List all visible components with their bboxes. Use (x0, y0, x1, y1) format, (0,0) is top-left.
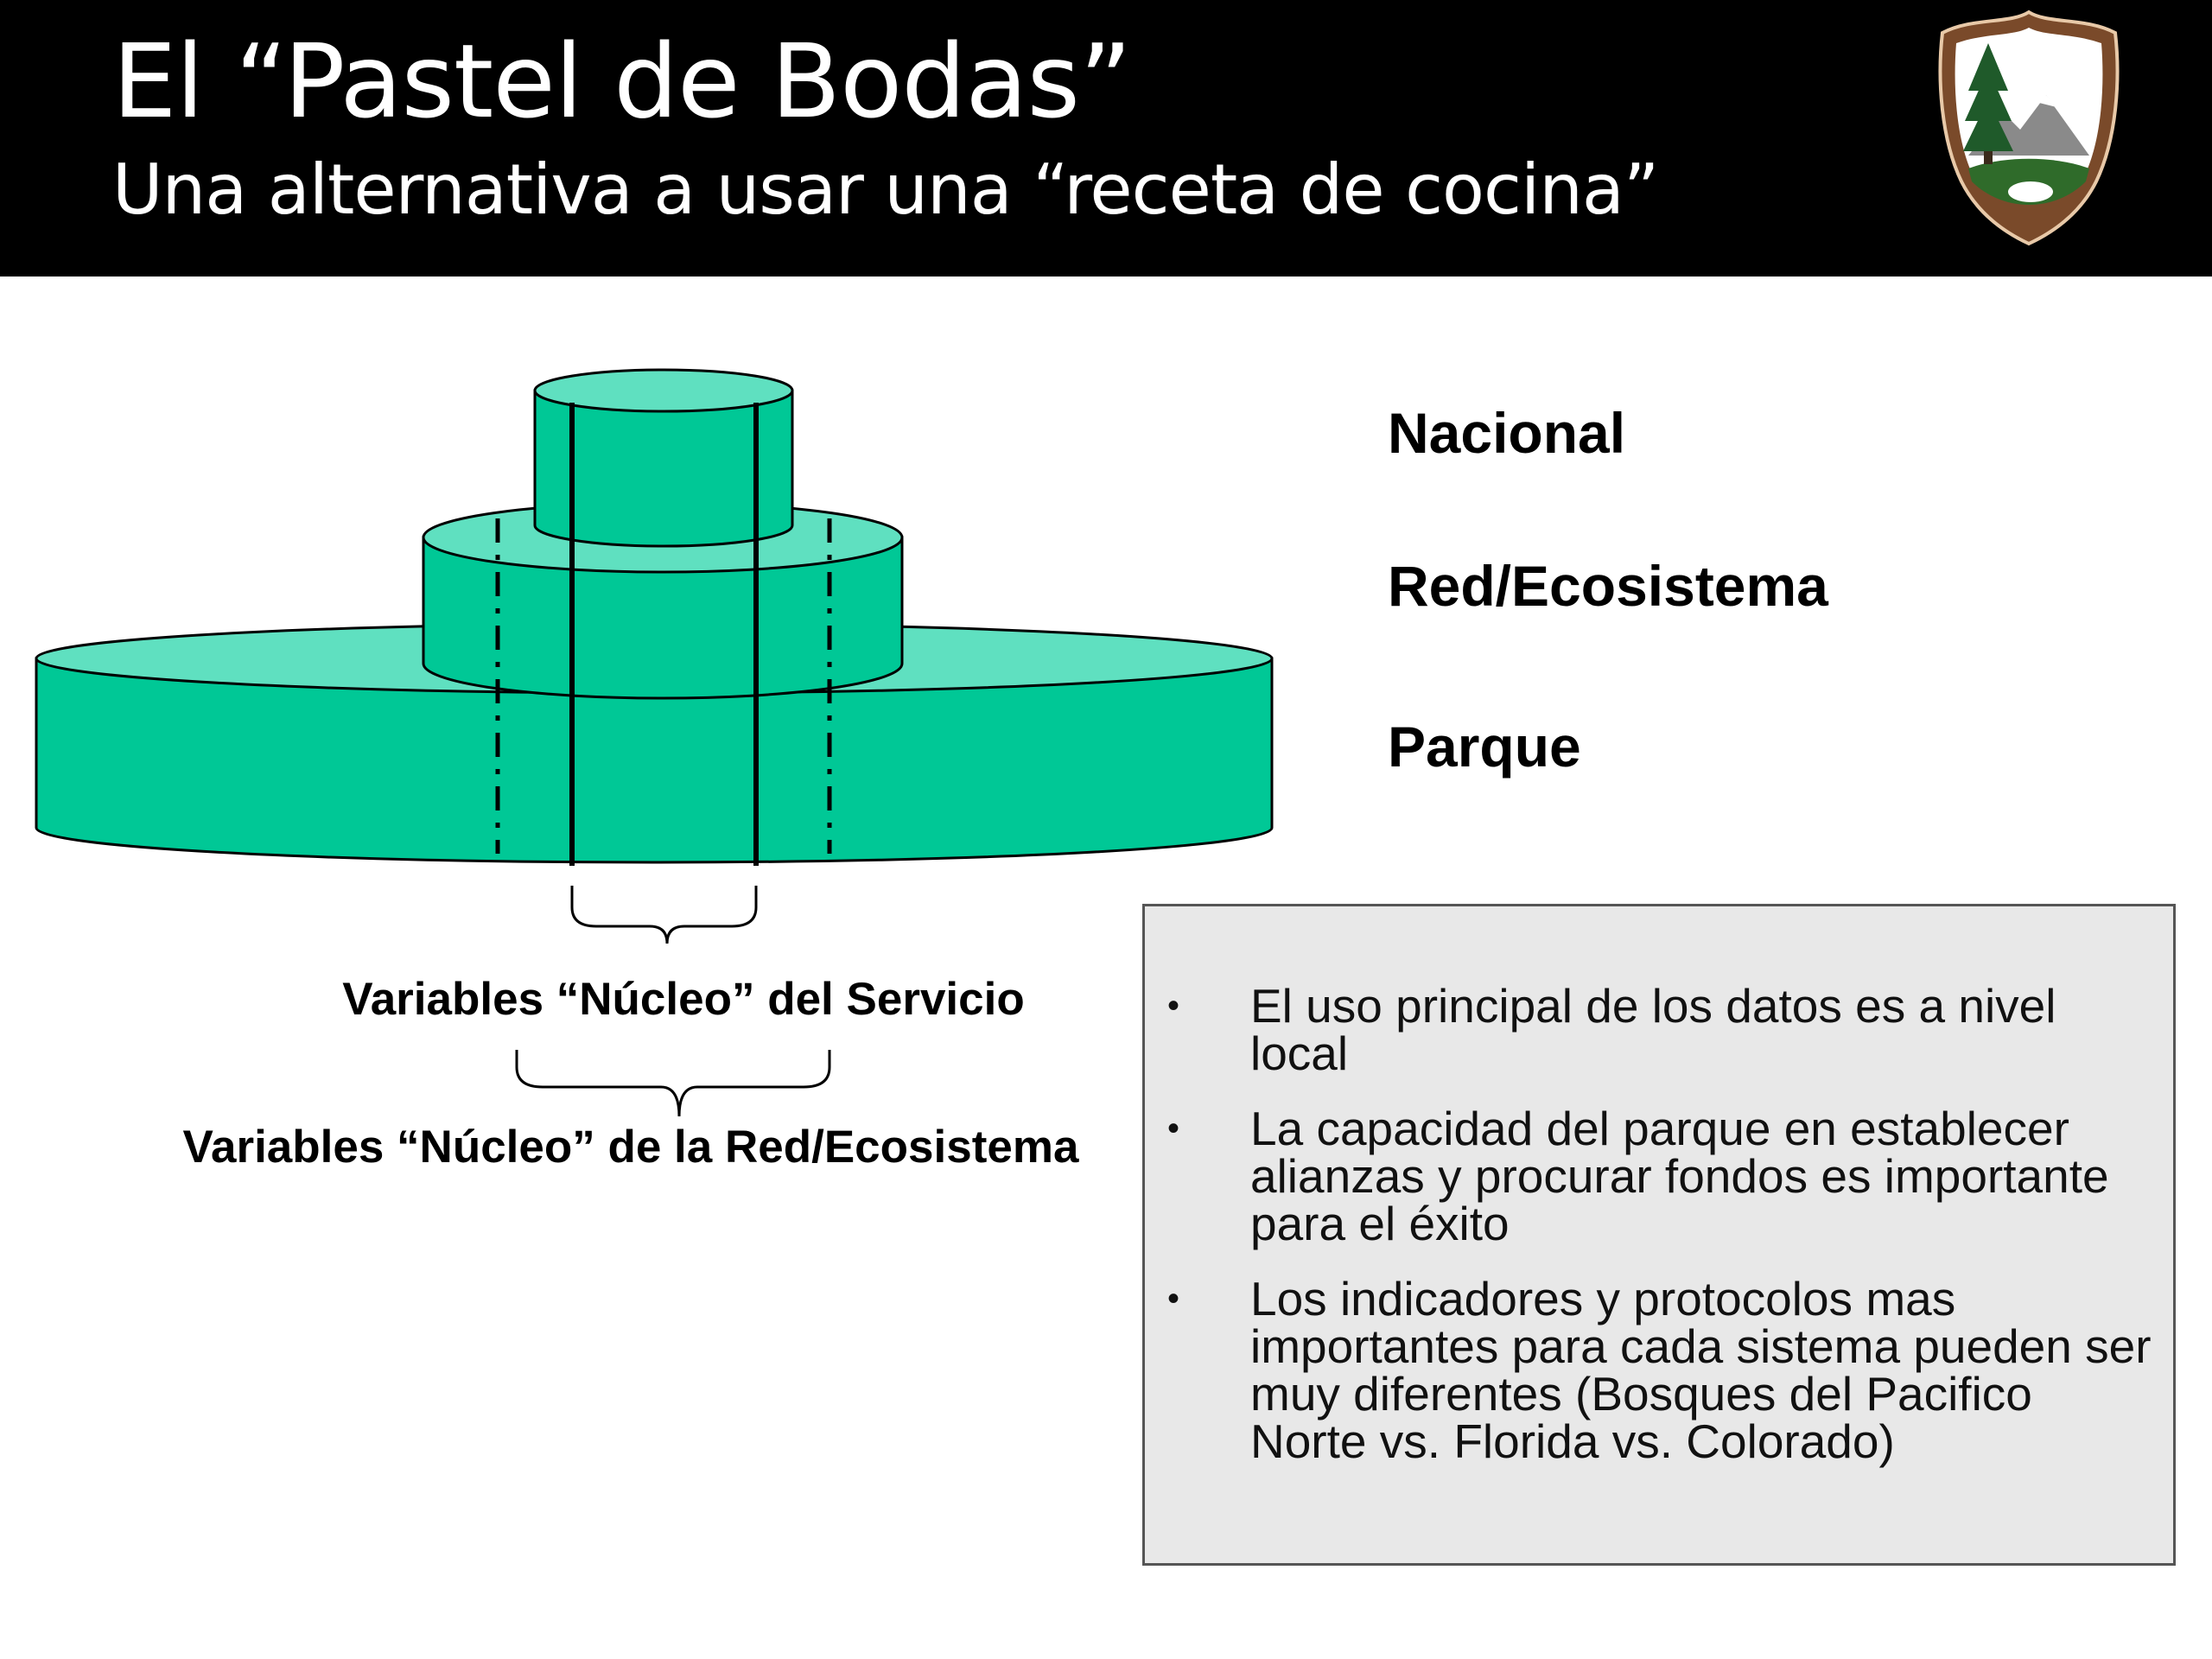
bullet-text: Los indicadores y protocolos mas importantes para cada sistema pueden ser muy diferentes (Bosques del Pacifico Norte vs. Florida vs. Colorado) (1250, 1272, 2152, 1468)
tier-label-parque: Parque (1388, 715, 1581, 779)
bullet-dot-icon: • (1167, 1109, 1180, 1147)
bullet-list (1145, 979, 2173, 1493)
service-core-brace (572, 886, 756, 944)
network-core-variables-label: Variables “Núcleo” de la Red/Ecosistema (182, 1122, 1079, 1173)
tier-label-nacional: Nacional (1388, 401, 1626, 465)
bullet-text: El uso principal de los datos es a nivel local (1250, 979, 2056, 1080)
slide-title: El “Pastel de Bodas” (112, 22, 1132, 141)
service-core-variables-label: Variables “Núcleo” del Servicio (342, 974, 1025, 1025)
bullet-item (1145, 1272, 2173, 1468)
tier-label-red-ecosistema: Red/Ecosistema (1388, 554, 1828, 618)
nps-arrowhead-logo-icon (1934, 9, 2124, 246)
network-core-brace (517, 1050, 830, 1116)
bullet-item (1145, 979, 2173, 1080)
bullet-text: La capacidad del parque en establecer alianzas y procurar fondos es importante para el éxito (1250, 1102, 2109, 1250)
header-bar (0, 0, 2212, 276)
bullet-item (1145, 1102, 2173, 1250)
info-box (1142, 904, 2176, 1566)
bullet-dot-icon: • (1167, 987, 1180, 1025)
logo-text-line-1: NATIONAL (2017, 51, 2093, 67)
bullet-dot-icon: • (1167, 1280, 1180, 1318)
logo-text-line-2: PARK (2034, 68, 2075, 85)
slide-subtitle: Una alternativa a usar una “receta de cocina” (112, 149, 1659, 230)
logo-text-line-3: SERVICE (2022, 86, 2088, 102)
